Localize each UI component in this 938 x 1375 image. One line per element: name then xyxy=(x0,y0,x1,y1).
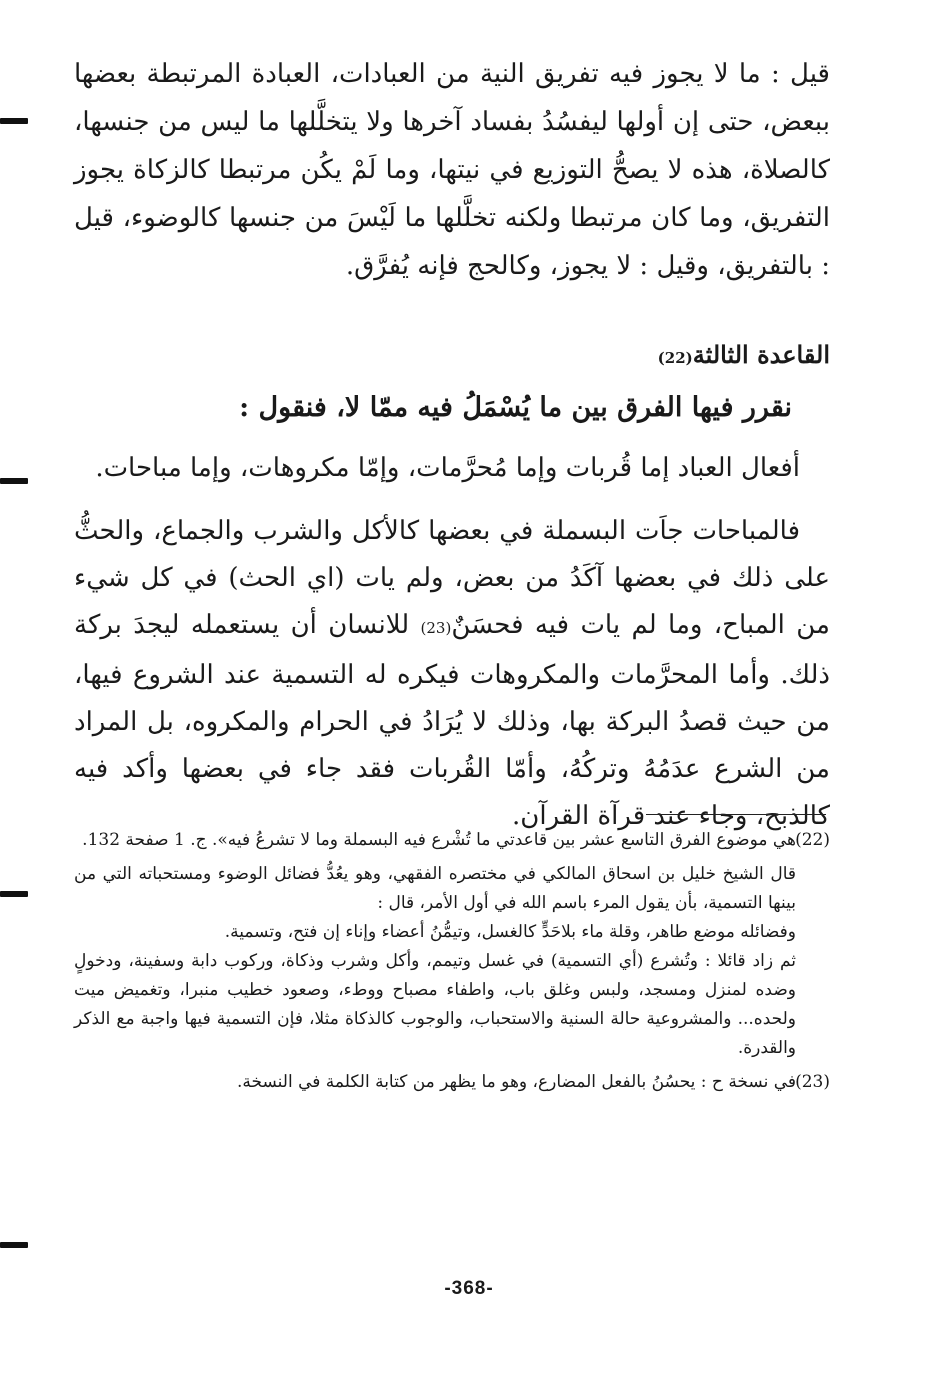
footnote-text: هي موضوع الفرق التاسع عشر بين قاعدتي ما تُشْرع فيه البسملة وما لا تشرعُ فيه». ج. 1 صفحة 132. xyxy=(82,830,796,850)
body-paragraph-3 xyxy=(74,508,830,840)
footnote-text: في نسخة ح : يحسُنُ بالفعل المضارع، وهو ما يظهر من كتابة الكلمة في النسخة. xyxy=(237,1072,796,1092)
body-paragraph-2-text: أفعال العباد إما قُربات وإما مُحرَّمات، وإمّا مكروهات، وإما مباحات. xyxy=(95,453,800,483)
footnote-number: (22) xyxy=(795,830,830,850)
footnote-22 xyxy=(74,826,830,855)
body-paragraph-1: قيل : ما لا يجوز فيه تفريق النية من العبادات، العبادة المرتبطة بعضها ببعض، حتى إن أولها ليفسُدُ بفساد آخرها ولا يتخلَّلها ما ليس من جنسها، كالصلاة، هذه لا يصحُّ التوزيع في نيتها، وما لَمْ يكُن مرتبطا كالزكاة يجوز التفريق، وما كان مرتبطا ولكنه تخلَّلها ما لَيْسَ من جنسها كالوضوء، قيل : بالتفريق، وقيل : لا يجوز، وكالحج فإنه يُفرَّق. xyxy=(74,59,830,281)
footnote-23 xyxy=(74,1068,830,1097)
section-subheading: نقرر فيها الفرق بين ما يُسْمَلُ فيه ممّا لا، فنقول : xyxy=(239,392,792,423)
footnote-ref-22[interactable]: (22) xyxy=(657,349,693,367)
binding-mark xyxy=(0,118,28,124)
page-number: -368- xyxy=(444,1278,494,1299)
body-paragraph-3-text-a: فالمباحات جاَت البسملة في بعضها كالأكل والشرب والجماع، والحثُّ على ذلك في بعضها آكَدُ من بعض، ولم يات (اي الحث) في كل شيء من المباح، وما لم يات فيه فحسَنٌ xyxy=(74,516,830,640)
footnote-22-continuation: قال الشيخ خليل بن اسحاق المالكي في مختصره الفقهي، وهو يعُدُّ فضائل الوضوء ومستحباته التي من بينها التسمية، بأن يقول المرء باسم الله في أول الأمر، قال : xyxy=(74,864,796,913)
binding-mark xyxy=(0,478,28,484)
binding-mark xyxy=(0,891,28,897)
section-heading xyxy=(658,340,830,373)
footnote-22-continuation: ثم زاد قائلا : وتُشرع (أي التسمية) في غسل وتيمم، وأكل وشرب وذكاة، وركوب دابة وسفينة، ودخولٍ وضده لمنزل ومسجد، ولبس وغلق باب، واطفاء مصباح ووطء، وصعود خطيب منبرا، وتغميض ميت ولحده... والمشروعية حالة السنية والاستحباب، والوجوب كالذكاة مثلا، فإن التسمية فيها واجبة مع الذكر والقدرة. xyxy=(74,951,796,1058)
footnote-divider xyxy=(646,814,826,815)
footnote-number: (23) xyxy=(795,1072,830,1092)
footnote-22-continuation: وفضائله موضع طاهر، وقلة ماء بلاحَدٍّ كالغسل، وتيمُّنُ أعضاء وإناء إن فتح، وتسمية. xyxy=(224,922,796,942)
binding-mark xyxy=(0,1242,28,1248)
section-heading-text: القاعدة الثالثة xyxy=(692,340,830,369)
footnotes-section xyxy=(74,826,830,1102)
body-paragraph-2 xyxy=(74,446,830,490)
body-paragraph-3-text-b: للانسان أن يستعمله ليجدَ بركة ذلك. وأما المحرَّمات والمكروهات فيكره له التسمية عند الشروع فيها، من حيث قصدُ البركة بها، وذلك لا يُرَادُ في الحرام والمكروه، بل المراد من الشرع عدَمُهُ وتركُهُ، وأمّا القُربات فقد جاء في بعضها وأكد فيه كالذبح، وجاء عند قرآة القرآن. xyxy=(74,610,830,831)
footnote-ref-23[interactable]: (23) xyxy=(420,619,452,637)
